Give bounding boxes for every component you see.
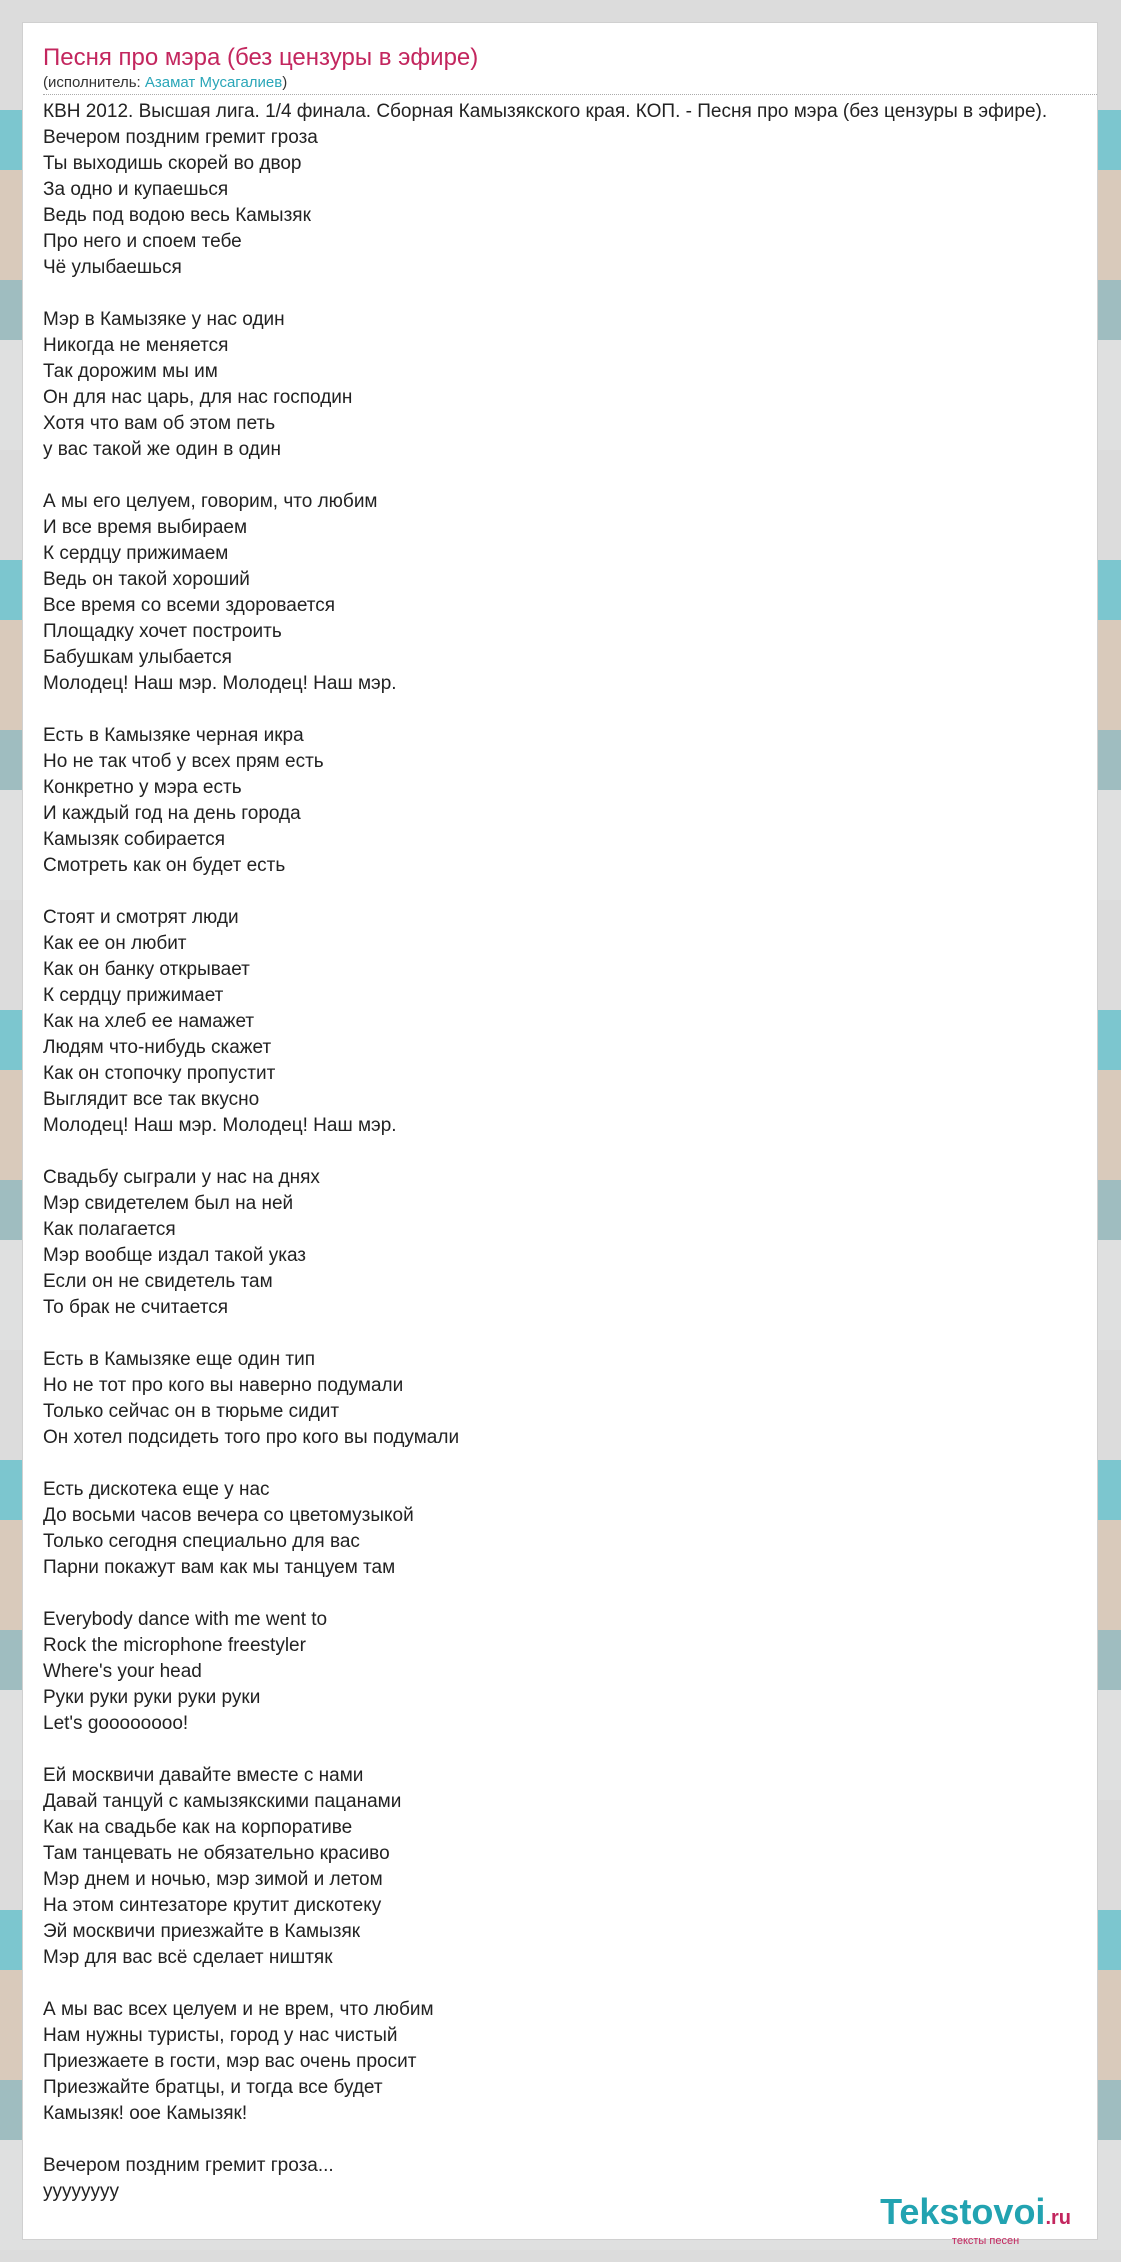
performer-link[interactable]: Азамат Мусагалиев: [144, 74, 283, 91]
performer-suffix: ): [282, 74, 288, 91]
lyrics-line: За одно и купаешься: [43, 179, 229, 200]
lyrics-line: Как он банку открывает: [43, 959, 250, 980]
lyrics-line: Так дорожим мы им: [43, 361, 218, 382]
lyrics-line: Как на хлеб ее намажет: [43, 1011, 255, 1032]
lyrics-line: Ей москвичи давайте вместе с нами: [43, 1765, 364, 1786]
lyrics-line: До восьми часов вечера со цветомузыкой: [43, 1505, 414, 1526]
logo-tld: .ru: [1045, 2207, 1071, 2229]
lyrics-line: Мэр в Камызяке у нас один: [43, 309, 285, 330]
title-divider: [43, 94, 1097, 95]
lyrics-line: Как он стопочку пропустит: [43, 1063, 276, 1084]
lyrics-line: Вечером поздним гремит гроза: [43, 127, 318, 148]
lyrics-line: Он для нас царь, для нас господин: [43, 387, 353, 408]
lyrics-line: Нам нужны туристы, город у нас чистый: [43, 2025, 398, 2046]
lyrics-line: Стоят и смотрят люди: [43, 907, 239, 928]
lyrics-line: Парни покажут вам как мы танцуем там: [43, 1557, 396, 1578]
lyrics-line: Приезжаете в гости, мэр вас очень просит: [43, 2051, 417, 2072]
lyrics-line: Но не так чтоб у всех прям есть: [43, 751, 324, 772]
lyrics-line: Мэр для вас всё сделает ништяк: [43, 1947, 333, 1968]
lyrics-line: Камызяк собирается: [43, 829, 226, 850]
logo-subtitle: тексты песен: [951, 2235, 1020, 2247]
lyrics-line: Все время со всеми здоровается: [43, 595, 336, 616]
lyrics-line: Чё улыбаешься: [43, 257, 182, 278]
lyrics-line: Он хотел подсидеть того про кого вы подумали: [43, 1427, 460, 1448]
lyrics-line: Смотреть как он будет есть: [43, 855, 286, 876]
lyrics-line: Людям что-нибудь скажет: [43, 1037, 272, 1058]
lyrics-line: Конкретно у мэра есть: [43, 777, 242, 798]
site-logo[interactable]: [880, 2193, 1071, 2247]
lyrics-line: И все время выбираем: [43, 517, 248, 538]
lyrics-line: Let's goooooooo!: [43, 1713, 189, 1734]
lyrics-line: Если он не свидетель там: [43, 1271, 273, 1292]
lyrics-line: На этом синтезаторе крутит дискотеку: [43, 1895, 382, 1916]
lyrics-line: Where's your head: [43, 1661, 202, 1682]
lyrics-line: Только сейчас он в тюрьме сидит: [43, 1401, 340, 1422]
lyrics-line: Есть в Камызяке черная икра: [43, 725, 304, 746]
lyrics-line: А мы вас всех целуем и не врем, что любим: [43, 1999, 434, 2020]
lyrics-line: Хотя что вам об этом петь: [43, 413, 276, 434]
logo-main-text: Tekstovoi: [880, 2191, 1046, 2232]
lyrics-line: Мэр вообще издал такой указ: [43, 1245, 307, 1266]
lyrics-line: Камызяк! оое Камызяк!: [43, 2103, 248, 2124]
lyrics-line: Ты выходишь скорей во двор: [43, 153, 302, 174]
lyrics-line: Бабушкам улыбается: [43, 647, 232, 668]
lyrics-card: [22, 22, 1098, 2247]
lyrics-line: Ведь под водою весь Камызяк: [43, 205, 311, 226]
lyrics-line: Вечером поздним гремит гроза...: [43, 2155, 334, 2176]
lyrics-line: Давай танцуй с камызякскими пацанами: [43, 1791, 402, 1812]
lyrics-line: Про него и споем тебе: [43, 231, 242, 252]
lyrics-line: Мэр днем и ночью, мэр зимой и летом: [43, 1869, 383, 1890]
lyrics-line: КВН 2012. Высшая лига. 1/4 финала. Сборная Камызякского края. КОП. - Песня про мэра (без цензуры в эфире).: [43, 101, 1048, 122]
lyrics-line: К сердцу прижимаем: [43, 543, 229, 564]
lyrics-line: Как ее он любит: [43, 933, 187, 954]
lyrics-line: уууууууу: [43, 2181, 119, 2202]
lyrics-line: Эй москвичи приезжайте в Камызяк: [43, 1921, 361, 1942]
lyrics-line: К сердцу прижимает: [43, 985, 224, 1006]
lyrics-line: Rock the microphone freestyler: [43, 1635, 306, 1656]
lyrics-line: Руки руки руки руки руки: [43, 1687, 261, 1708]
lyrics-line: Там танцевать не обязательно красиво: [43, 1843, 390, 1864]
lyrics-line: И каждый год на день города: [43, 803, 301, 824]
logo-wordmark: [880, 2193, 1071, 2237]
lyrics-line: Молодец! Наш мэр. Молодец! Наш мэр.: [43, 673, 397, 694]
lyrics-line: Ведь он такой хороший: [43, 569, 250, 590]
lyrics-line: Everybody dance with me went to: [43, 1609, 328, 1630]
lyrics-line: Мэр свидетелем был на ней: [43, 1193, 294, 1214]
song-title: Песня про мэра (без цензуры в эфире): [43, 44, 479, 71]
lyrics-line: Есть в Камызяке еще один тип: [43, 1349, 315, 1370]
lyrics-line: Только сегодня специально для вас: [43, 1531, 360, 1552]
lyrics-line: у вас такой же один в один: [43, 439, 281, 460]
lyrics-line: Как полагается: [43, 1219, 176, 1240]
lyrics-line: Приезжайте братцы, и тогда все будет: [43, 2077, 383, 2098]
lyrics-line: Площадку хочет построить: [43, 621, 282, 642]
lyrics-line: Но не тот про кого вы наверно подумали: [43, 1375, 404, 1396]
lyrics-line: Молодец! Наш мэр. Молодец! Наш мэр.: [43, 1115, 397, 1136]
lyrics-line: То брак не считается: [43, 1297, 228, 1318]
lyrics-line: А мы его целуем, говорим, что любим: [43, 491, 378, 512]
lyrics-line: Как на свадьбе как на корпоративе: [43, 1817, 353, 1838]
lyrics-line: Никогда не меняется: [43, 335, 229, 356]
lyrics-line: Есть дискотека еще у нас: [43, 1479, 270, 1500]
lyrics-text: [43, 99, 1103, 2205]
performer-line: [43, 73, 287, 93]
lyrics-line: Выглядит все так вкусно: [43, 1089, 260, 1110]
lyrics-line: Свадьбу сыграли у нас на днях: [43, 1167, 320, 1188]
performer-prefix: (исполнитель:: [43, 74, 145, 91]
